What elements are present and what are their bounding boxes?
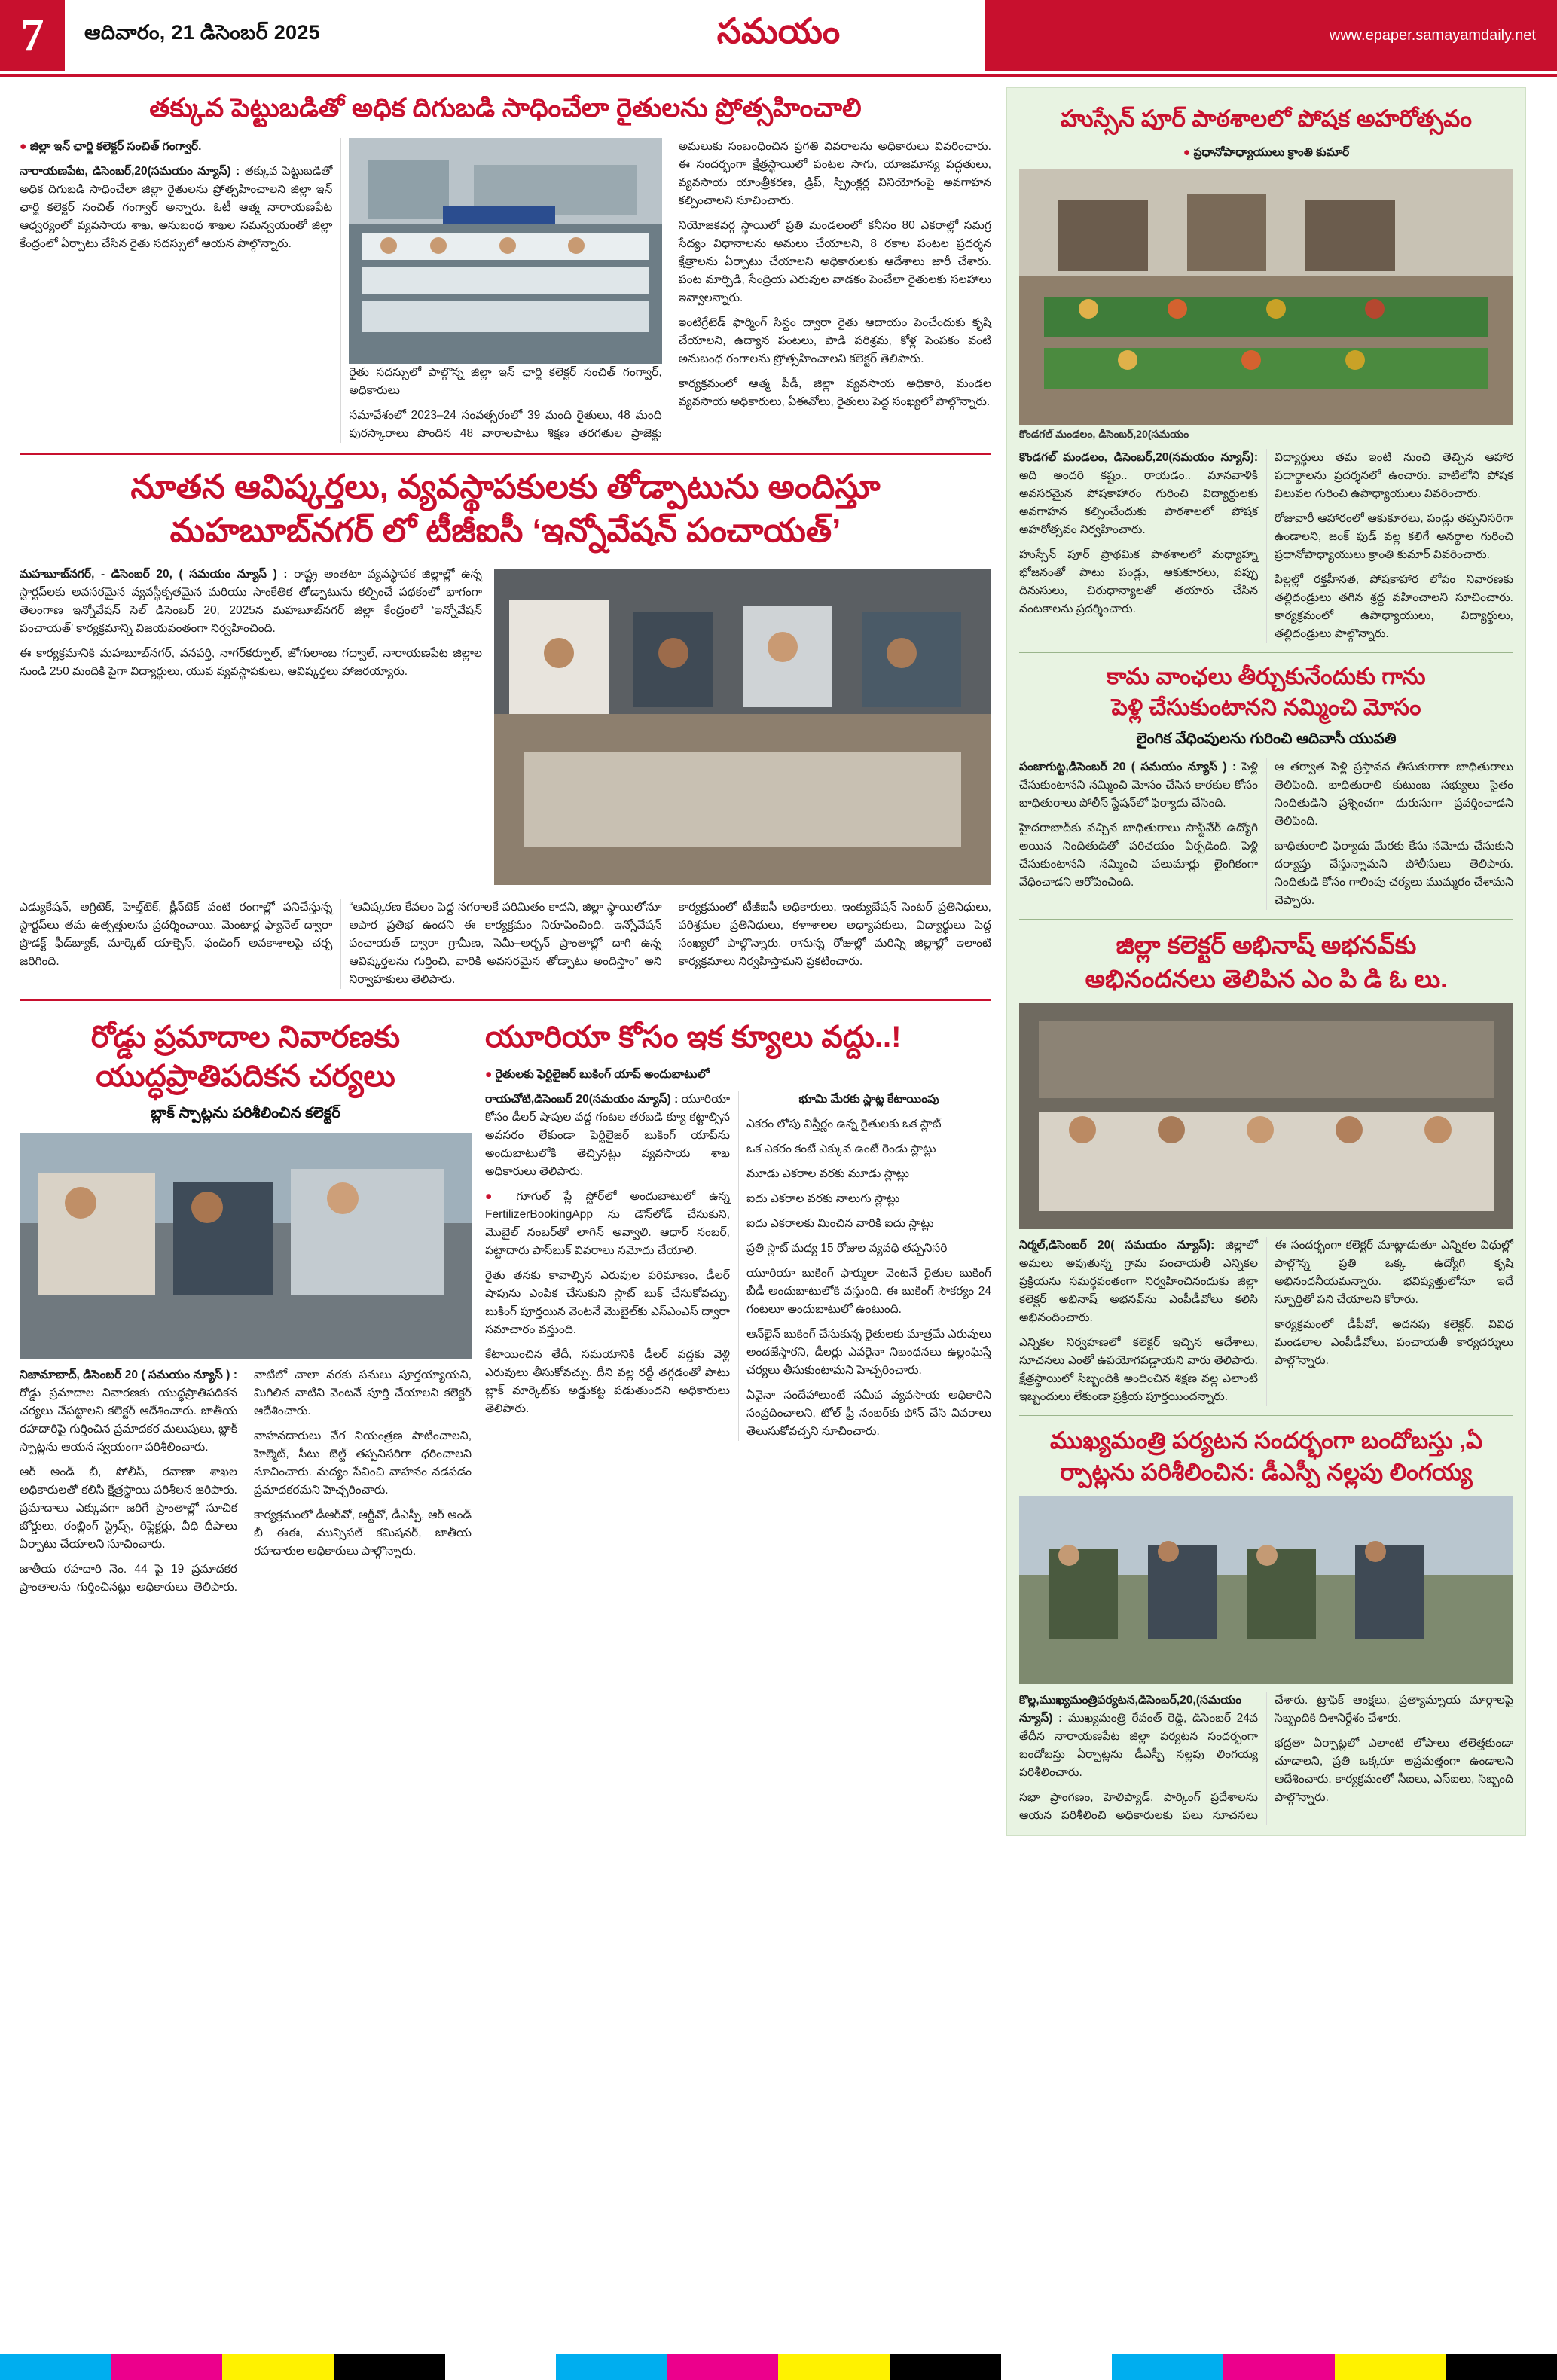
story-innovation-para-1: ఈ కార్యక్రమానికి మహబూబ్‌నగర్, వనపర్తి, నాగర్‌కర్నూల్, జోగులాంబ గద్వాల్, నారాయణపేట జిల్లాల నుండి 250 మందికి పైగా విద్యార్థులు, యువ వ్యవస్థాపకులు, ఆవిష్కర్తలు హాజరయ్యారు. [20,646,482,678]
story-urea [485,1012,991,1597]
story-urea-slot-3: ఐదు ఎకరాల వరకు నాలుగు స్లాట్లు [746,1192,900,1205]
story-innovation-para-4: కార్యక్రమంలో టీజీఐసీ అధికారులు, ఇంక్యుబేషన్ సెంటర్ ప్రతినిధులు, పరిశ్రమల ప్రతినిధులు, కళాశాలల అధ్యాపకులు, విద్యార్థులు పెద్ద సంఖ్యలో పాల్గొన్నారు. రానున్న రోజుల్లో మరిన్ని జిల్లాల్లో ఇలాంటి కార్యక్రమాలు నిర్వహిస్తామని ప్రకటించారు. [678,900,991,968]
side-story-nutrition [1019,103,1513,643]
main-column [20,87,991,1836]
story-urea-para-1: ● గూగుల్ ప్లే స్టోర్‌లో అందుబాటులో ఉన్న FertilizerBookingApp ను డౌన్‌లోడ్ చేసుకుని, మొబైల్ నంబర్‌తో లాగిన్ అవ్వాలి. ఆధార్ నంబర్, పట్టాదారు పాస్‌బుక్ వివరాలు నమోదు చేయాలి. [485,1189,730,1257]
publication-title: సమయం [716,11,841,50]
side-story-collector-para-3: కార్యక్రమంలో డీపీవో, అదనపు కలెక్టర్, వివిధ మండలాల ఎంపీడీవోలు, పంచాయతీ కార్యదర్శులు పాల్గొన్నారు. [1275,1318,1513,1368]
masthead-right [985,0,1557,71]
story-farmers-photo [349,138,661,364]
side-story-cm-visit-para-2: భద్రతా ఏర్పాట్లలో ఎలాంటి లోపాలు తలెత్తకుండా చూడాలని, ప్రతి ఒక్కరూ అప్రమత్తంగా ఉండాలని ఆదేశించారు. కార్యక్రమంలో సీఐలు, ఎస్ఐలు, సిబ్బంది పాల్గొన్నారు. [1275,1737,1513,1805]
bullet-icon: ● [485,1067,493,1081]
page-number: 7 [0,0,65,71]
side-story-cheating-para-2: ఆ తర్వాత పెళ్లి ప్రస్తావన తీసుకురాగా బాధితురాలు తెలిపింది. బాధితురాలి కుటుంబ సభ్యులు సైతం నిందితుడిని ప్రశ్నించగా దురుసుగా ప్రవర్తించాడని తెలిపింది. [1275,761,1513,828]
side-story-collector-headline: జిల్లా కలెక్టర్ అభినాష్ అభనవ్‌కు అభినందనలు తెలిపిన ఎం పి డి ఓ లు. [1085,931,1448,993]
side-story-nutrition-para-1: హుస్సేన్ పూర్ ప్రాథమిక పాఠశాలలో మధ్యాహ్న భోజనంతో పాటు పండ్లు, ఆకుకూరలు, పప్పు దినుసులు, చిరుధాన్యాలతో తయారు చేసిన వంటకాలను ప్రదర్శించారు. [1019,548,1258,615]
side-story-cheating-headline: కామ వాంఛలు తీర్చుకునేందుకు గాను పెళ్లి చేసుకుంటానని నమ్మించి మోసం [1107,664,1426,720]
side-column [1006,87,1526,1836]
story-farmers-byline: ● జిల్లా ఇన్ ఛార్జి కలెక్టర్ సంచిత్ గంగ్వార్. [20,140,202,154]
bullet-icon: ● [20,140,27,154]
side-story-cm-visit [1019,1425,1513,1825]
story-roadsafety [20,1012,472,1597]
masthead-left [0,0,572,71]
side-story-cheating-subhead: లైంగిక వేధింపులను గురించి ఆదివాసీ యువతి [1136,731,1397,748]
story-urea-slot-0: ఎకరం లోపు విస్తీర్ణం ఉన్న రైతులకు ఒక స్లాట్ [746,1117,942,1130]
story-roadsafety-para-1: ఆర్ అండ్ బీ, పోలీస్, రవాణా శాఖల అధికారులతో కలిసి క్షేత్రస్థాయి పరిశీలన జరిపారు. ప్రమాదాలు ఎక్కువగా జరిగే ప్రాంతాల్లో సూచిక బోర్డులు, రంబ్లింగ్ స్ట్రిప్స్, రిఫ్లెక్టర్లు, వీధి దీపాలు ఏర్పాటు చేయాలని సూచించారు. [20,1465,237,1551]
masthead [0,0,1557,77]
story-roadsafety-para-4: కార్యక్రమంలో డీఆర్‌వో, ఆర్టీవో, డీఎస్పీ, ఆర్ అండ్ బీ ఈఈ, మున్సిపల్ కమిషనర్, జాతీయ రహదారుల అధికారులు పాల్గొన్నారు. [254,1508,472,1558]
masthead-date: ఆదివారం, 21 డిసెంబర్ 2025 [84,21,320,44]
side-story-cheating-para-0: పంజాగుట్ట,డిసెంబర్ 20 ( సమయం న్యూస్ ) : పెళ్లి చేసుకుంటానని నమ్మించి మోసం చేసిన కారకుల కోసం బాధితురాలు పోలీస్ స్టేషన్‌లో ఫిర్యాదు చేసింది. [1019,761,1258,810]
epaper-url[interactable]: www.epaper.samayamdaily.net [1329,26,1536,44]
side-story-cm-visit-para-0: కొల్ల,ముఖ్యమంత్రిపర్యటన,డిసెంబర్,20,(సమయం న్యూస్) : ముఖ్యమంత్రి రేవంత్ రెడ్డి, డిసెంబర్ 24వ తేదీన నారాయణపేట జిల్లా పర్యటన సందర్భంగా బందోబస్తు ఏర్పాట్లను డీఎస్పీ నల్లపు లింగయ్య పరిశీలించారు. [1019,1694,1258,1780]
color-registration-bar [0,2354,1557,2380]
side-story-cheating-para-1: హైదరాబాద్‌కు వచ్చిన బాధితురాలు సాఫ్ట్‌వేర్ ఉద్యోగి అయిన నిందితుడితో పరిచయం ఏర్పడింది. పెళ్లి చేసుకుంటానని నమ్మించి పలుమార్లు లైంగికంగా వేధించాడని ఆరోపించింది. [1019,822,1258,889]
story-urea-slot-heading: భూమి మేరకు స్లాట్ల కేటాయింపు [798,1092,939,1106]
story-farmers [20,90,991,443]
story-roadsafety-para-3: వాహనదారులు వేగ నియంత్రణ పాటించాలని, హెల్మెట్, సీటు బెల్ట్ తప్పనిసరిగా ధరించాలని సూచించారు. మద్యం సేవించి వాహనం నడపడం ప్రమాదకరమని హెచ్చరించారు. [254,1429,472,1497]
story-urea-headline: యూరియా కోసం ఇక క్యూలు వద్దు..! [485,1020,902,1054]
divider [1019,1415,1513,1416]
side-story-collector-para-0: నిర్మల్,డిసెంబర్ 20( సమయం న్యూస్): జిల్లాలో అమలు అవుతున్న గ్రామ పంచాయతీ ఎన్నికల ప్రక్రియను సమర్థవంతంగా నిర్వహించినందుకు జిల్లా కలెక్టర్ అభినాష్ అభనవ్‌ను ఎంపీడీవోలు కలిసి అభినందించారు. [1019,1239,1258,1325]
side-story-nutrition-para-3: రోజువారీ ఆహారంలో ఆకుకూరలు, పండ్లు తప్పనిసరిగా ఉండాలని, జంక్ ఫుడ్ వల్ల కలిగే అనర్థాల గురించి ప్రధానోపాధ్యాయులు క్రాంతి కుమార్ వివరించారు. [1275,511,1513,561]
story-innovation-para-2: ఎడ్యుకేషన్, అగ్రిటెక్, హెల్త్‌టెక్, క్లీన్‌టెక్ వంటి రంగాల్లో పనిచేస్తున్న స్టార్టప్‌లు తమ ఉత్పత్తులను ప్రదర్శించాయి. మెంటార్ల ఫ్యానెల్ ద్వారా ప్రొడక్ట్ ఫీడ్‌బ్యాక్, మార్కెట్ యాక్సెస్, ఫండింగ్ అవకాశాలపై చర్చ జరిగింది. [20,900,333,968]
story-roadsafety-para-2: జాతీయ రహదారి నెం. 44 పై 19 ప్రమాదకర ప్రాంతాలను గుర్తించినట్లు అధికారులు తెలిపారు. వాటిలో చాలా వరకు పనులు పూర్తయ్యాయని, మిగిలిన వాటిని వెంటనే పూర్తి చేయాలని కలెక్టర్ ఆదేశించారు. [20,1368,472,1594]
side-story-cheating [1019,662,1513,910]
story-urea-para-2: రైతు తనకు కావాల్సిన ఎరువుల పరిమాణం, డీలర్ షాపును ఎంపిక చేసుకుని స్లాట్ బుక్ చేసుకోవచ్చు. బుకింగ్ పూర్తయిన వెంటనే మొబైల్‌కు ఎస్ఎంఎస్ ద్వారా సమాచారం వస్తుంది. [485,1268,730,1336]
side-story-cheating-para-3: బాధితురాలి ఫిర్యాదు మేరకు కేసు నమోదు చేసుకుని దర్యాప్తు చేస్తున్నామని పోలీసులు తెలిపారు. నిందితుడి కోసం గాలింపు చర్యలు ముమ్మరం చేశామని చెప్పారు. [1275,840,1513,908]
story-farmers-para-4: కార్యక్రమంలో ఆత్మ పీడీ, జిల్లా వ్యవసాయ అధికారి, మండల వ్యవసాయ అధికారులు, ఏఈవోలు, రైతులు పెద్ద సంఖ్యలో పాల్గొన్నారు. [678,377,991,409]
side-story-nutrition-para-0: కొండగల్ మండలం, డిసెంబర్,20(సమయం న్యూస్): అది అందరి కష్టం.. రాయడం.. మానవాళికి అవసరమైన పోషకాహారం గురించి విద్యార్థులకు అవగాహన కల్పించేందుకు పాఠశాలలో పోషక అహరోత్సవం నిర్వహించారు. [1019,450,1258,536]
story-urea-slot-5: ప్రతి స్లాట్ మధ్య 15 రోజుల వ్యవధి తప్పనిసరి [746,1241,948,1255]
side-story-collector-para-2: ఈ సందర్భంగా కలెక్టర్ మాట్లాడుతూ ఎన్నికల విధుల్లో పాల్గొన్న ప్రతి ఒక్క ఉద్యోగి కృషి అభినందనీయమన్నారు. భవిష్యత్తులోనూ ఇదే స్ఫూర్తితో పని చేయాలని కోరారు. [1275,1239,1513,1307]
side-story-collector [1019,929,1513,1406]
story-urea-para-0: రాయచోటి,డిసెంబర్ 20(సమయం న్యూస్) : యూరియా కోసం డీలర్ షాపుల వద్ద గంటల తరబడి క్యూ కట్టాల్సిన అవసరం లేకుండా ఫెర్టిలైజర్ బుకింగ్ యాప్‌ను అందుబాటులోకి తెచ్చినట్లు వ్యవసాయ శాఖ అధికారులు తెలిపారు. [485,1092,730,1178]
side-story-nutrition-caption: కొండగల్ మండలం, డిసెంబర్,20(సమయం [1019,427,1189,440]
story-innovation-headline: నూతన ఆవిష్కర్తలు, వ్యవస్థాపకులకు తోడ్పాటును అందిస్తూ మహబూబ్‌నగర్ లో టీజీఐసీ ‘ఇన్నోవేషన్ పంచాయత్’ [130,468,881,549]
side-story-collector-photo [1019,1003,1513,1229]
story-roadsafety-subhead: బ్లాక్ స్పాట్లను పరిశీలించిన కలెక్టర్ [150,1104,341,1121]
page-content [0,77,1557,1836]
side-story-cm-visit-photo [1019,1496,1513,1684]
divider [1019,652,1513,653]
story-farmers-para-1: సమావేశంలో 2023–24 సంవత్సరంలో 39 మంది రైతులు, 48 మంది పురస్కారాలు పొందిన 48 వారాలపాటు శిక్షణ తరగతుల ప్రాజెక్టు అమలుకు సంబంధించిన ప్రగతి వివరాలను అధికారులు వివరించారు. ఈ సందర్భంగా క్షేత్రస్థాయిలో పంటల సాగు, యాజమాన్య పద్ధతులు, వ్యవసాయ యాంత్రీకరణ, డ్రిప్, స్ప్రింక్లర్ల వినియోగంపై అవగాహన కల్పించాలని సూచించారు. [349,140,991,441]
story-farmers-para-0: నారాయణపేట, డిసెంబర్,20(సమయం న్యూస్) : తక్కువ పెట్టుబడితో అధిక దిగుబడి సాధించేలా జిల్లా రైతులను ప్రోత్సహించాలని జిల్లా ఇన్ ఛార్జి కలెక్టర్ సంచిత్ గంగ్వార్ అన్నారు. ఓటీ ఆత్మ నారాయణపేట ఆధ్వర్యంలో వ్యవసాయ శాఖ, అనుబంధ శాఖల సమన్వయంతో జిల్లా కేంద్రంలో ఏర్పాటు చేసిన రైతు సదస్సులో ఆయన పాల్గొన్నారు. [20,165,333,251]
side-story-nutrition-headline: హుస్సేన్ పూర్ పాఠశాలలో పోషక అహరోత్సవం [1061,105,1472,132]
story-innovation [20,465,991,988]
story-urea-subhead: ● రైతులకు ఫెర్టిలైజర్ బుకింగ్ యాప్ అందుబాటులో [485,1067,710,1081]
bottom-stories [20,1012,991,1597]
story-farmers-caption: రైతు సదస్సులో పాల్గొన్న జిల్లా ఇన్ ఛార్జి కలెక్టర్ సంచిత్ గంగ్వార్, అధికారులు [349,366,662,398]
side-story-nutrition-byline: ● ప్రధానోపాధ్యాయులు క్రాంతి కుమార్ [1183,145,1350,159]
bullet-icon: ● [1183,145,1191,159]
story-urea-slot-2: మూడు ఎకరాల వరకు మూడు స్లాట్లు [746,1167,909,1180]
story-farmers-para-3: ఇంటిగ్రేటెడ్ ఫార్మింగ్ సిస్టం ద్వారా రైతు ఆదాయం పెంచేందుకు కృషి చేయాలని, ఉద్యాన పంటలు, పాడి పరిశ్రమ, కోళ్ల పెంపకం వంటి అనుబంధ రంగాలను ప్రోత్సహించాలని కలెక్టర్ తెలిపారు. [678,316,991,366]
side-story-nutrition-para-4: పిల్లల్లో రక్తహీనత, పోషకాహార లోపం నివారణకు తల్లిదండ్రులు తగిన శ్రద్ధ వహించాలని సూచించారు. కార్యక్రమంలో ఉపాధ్యాయులు, విద్యార్థులు, తల్లిదండ్రులు పాల్గొన్నారు. [1275,572,1513,640]
story-urea-closing-1: ఆన్‌లైన్ బుకింగ్ చేసుకున్న రైతులకు మాత్రమే ఎరువులు అందజేస్తారని, డీలర్లు ఎవరైనా నిబంధనలు ఉల్లంఘిస్తే చర్యలు తీసుకుంటామని హెచ్చరించారు. [746,1327,991,1377]
side-story-collector-para-1: ఎన్నికల నిర్వహణలో కలెక్టర్ ఇచ్చిన ఆదేశాలు, సూచనలు ఎంతో ఉపయోగపడ్డాయని వారు తెలిపారు. క్షేత్రస్థాయిలో సిబ్బందికి అందించిన శిక్షణ వల్ల ఎలాంటి ఇబ్బందులు లేకుండా ప్రక్రియ పూర్తయిందన్నారు. [1019,1336,1258,1404]
story-urea-closing-0: యూరియా బుకింగ్ ఫార్ములా వెంటనే రైతుల బుకింగ్ బీడీ అందుబాటులోకి వస్తుంది. ఈ బుకింగ్ సౌకర్యం 24 గంటలూ అందుబాటులో ఉంటుంది. [746,1266,991,1316]
story-farmers-headline: తక్కువ పెట్టుబడితో అధిక దిగుబడి సాధించేలా రైతులను ప్రోత్సహించాలి [149,93,862,123]
side-story-nutrition-para-2: విద్యార్థులు తమ ఇంటి నుంచి తెచ్చిన ఆహార పదార్థాలను ప్రదర్శనలో ఉంచారు. వాటిలోని పోషక విలువల గురించి ఉపాధ్యాయులు వివరించారు. [1275,450,1513,500]
divider [20,453,991,455]
story-urea-closing-2: ఏవైనా సందేహాలుంటే సమీప వ్యవసాయ అధికారిని సంప్రదించాలని, టోల్ ఫ్రీ నంబర్‌కు ఫోన్ చేసి వివరాలు తెలుసుకోవచ్చని సూచించారు. [746,1388,991,1439]
story-innovation-para-3: “ఆవిష్కరణ కేవలం పెద్ద నగరాలకే పరిమితం కాదని, జిల్లా స్థాయిలోనూ అపార ప్రతిభ ఉందని ఈ కార్యక్రమం నిరూపించింది. ఇన్నోవేషన్ పంచాయత్ ద్వారా గ్రామీణ, సెమీ–అర్బన్ ప్రాంతాల్లో దాగి ఉన్న ఆవిష్కర్తలను గుర్తించి, వారికి అవసరమైన తోడ్పాటు అందిస్తాం” అని నిర్వాహకులు తెలిపారు. [349,900,662,986]
divider [20,999,991,1001]
divider [1019,919,1513,920]
bullet-icon: ● [485,1189,503,1203]
story-roadsafety-para-0: నిజామాబాద్, డిసెంబర్ 20 ( సమయం న్యూస్ ) : రోడ్డు ప్రమాదాల నివారణకు యుద్ధప్రాతిపదికన చర్యలు చేపట్టాలని కలెక్టర్ ఆదేశించారు. జాతీయ రహదారిపై గుర్తించిన ప్రమాదకర మలుపులు, బ్లాక్ స్పాట్లను ఆయన స్వయంగా పరిశీలించారు. [20,1368,237,1454]
story-innovation-photo [494,569,991,885]
story-urea-para-3: కేటాయించిన తేదీ, సమయానికి డీలర్ వద్దకు వెళ్లి ఎరువులు తీసుకోవచ్చు. దీని వల్ల రద్దీ తగ్గడంతో పాటు బ్లాక్ మార్కెట్‌కు అడ్డుకట్ట పడుతుందని అధికారులు తెలిపారు. [485,1347,730,1416]
story-urea-slot-4: ఐదు ఎకరాలకు మించిన వారికి ఐదు స్లాట్లు [746,1216,934,1230]
story-urea-slot-1: ఒక ఎకరం కంటే ఎక్కువ ఉంటే రెండు స్లాట్లు [746,1142,936,1155]
story-farmers-para-2: నియోజకవర్గ స్థాయిలో ప్రతి మండలంలో కనీసం 80 ఎకరాల్లో సమగ్ర సేద్యం విధానాలను అమలు చేయాలని, 8 రకాల పంటల ప్రదర్శన క్షేత్రాలను ఏర్పాటు చేయాలని అధికారులకు ఆదేశాలు జారీ చేశారు. పంట మార్పిడి, సేంద్రియ ఎరువుల వాడకం పెంచేలా రైతులకు సలహాలు ఇవ్వాలన్నారు. [678,219,991,305]
side-story-nutrition-photo [1019,169,1513,425]
story-innovation-para-0: మహబూబ్‌నగర్, - డిసెంబర్ 20, ( సమయం న్యూస్ ) : రాష్ట్ర అంతటా వ్యవస్థాపక జిల్లాల్లో ఉన్న స్టార్టప్‌లకు అవసరమైన వ్యవస్థీకృతమైన మరియు సాంకేతిక తోడ్పాటును కల్పించే పథకంలో భాగంగా తెలంగాణ ఇన్నోవేషన్ సెల్ డిసెంబర్ 20, 2025న మహబూబ్‌నగర్ జిల్లా కేంద్రంలో ‘ఇన్నోవేషన్ పంచాయత్’ కార్యక్రమాన్ని విజయవంతంగా నిర్వహించింది. [20,567,482,635]
story-roadsafety-photo [20,1133,472,1359]
side-story-cm-visit-para-1: సభా ప్రాంగణం, హెలిప్యాడ్, పార్కింగ్ ప్రదేశాలను ఆయన పరిశీలించి అధికారులకు పలు సూచనలు చేశారు. ట్రాఫిక్ ఆంక్షలు, ప్రత్యామ్నాయ మార్గాలపై సిబ్బందికి దిశానిర్దేశం చేశారు. [1019,1694,1513,1823]
side-story-cm-visit-headline: ముఖ్యమంత్రి పర్యటన సందర్భంగా బందోబస్తు ,ఏ ర్పాట్లను పరిశీలించిన: డీఎస్పీ నల్లపు లింగయ్య [1050,1427,1482,1486]
story-roadsafety-headline: రోడ్డు ప్రమాదాల నివారణకు యుద్ధప్రాతిపదికన చర్యలు [90,1020,401,1093]
